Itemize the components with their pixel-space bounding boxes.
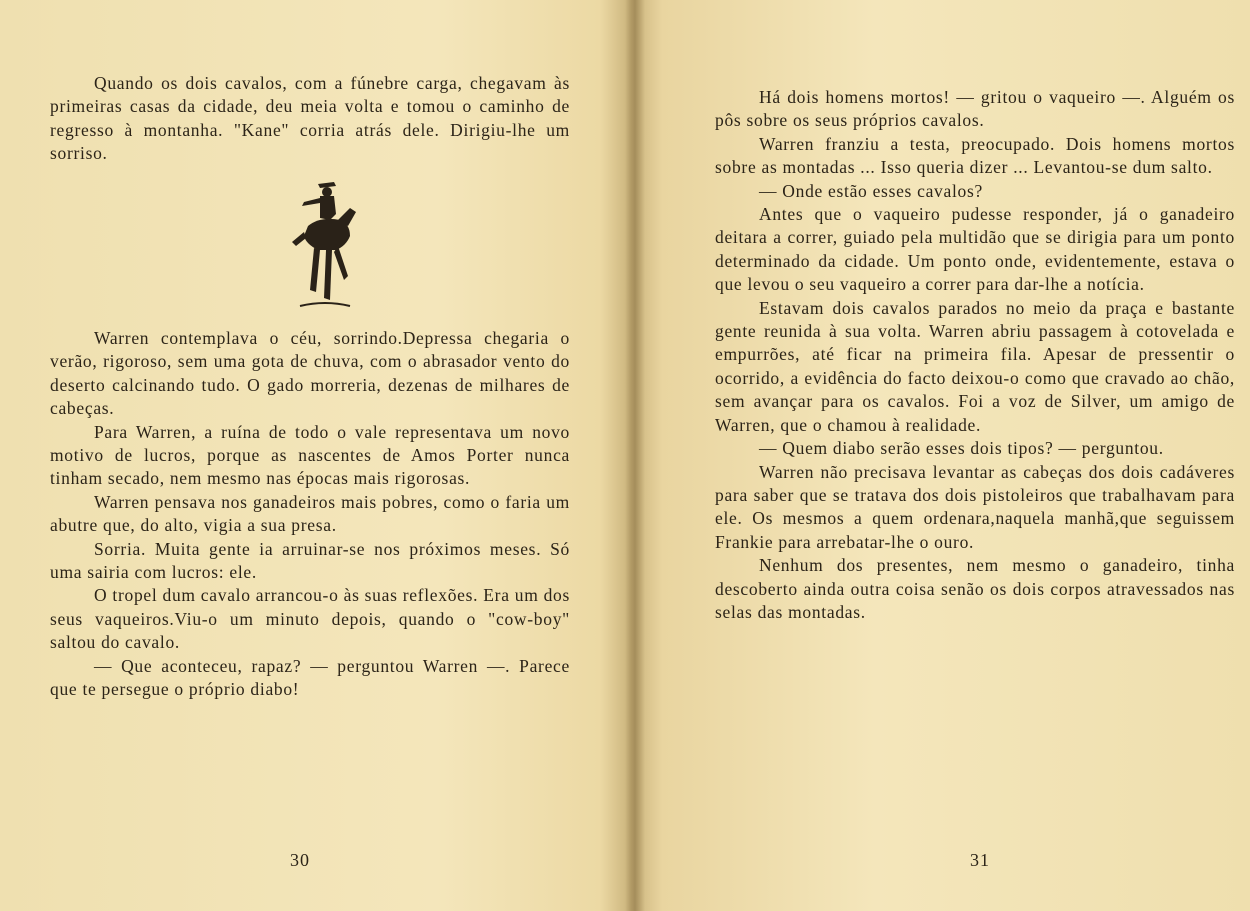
paragraph: Nenhum dos presentes, nem mesmo o ganadeiro, tinha descoberto ainda outra coisa senão os dois corpos atravessados nas selas das montadas. bbox=[715, 555, 1235, 622]
paragraph: O tropel dum cavalo arrancou-o às suas reflexões. Era um dos seus vaqueiros.Viu-o um minuto depois, quando o "cow-boy" saltou do cavalo. bbox=[50, 585, 570, 653]
page-number-right: 31 bbox=[970, 850, 990, 870]
paragraph: Estavam dois cavalos parados no meio da praça e bastante gente reunida à sua volta. Warren abriu passagem à cotovelada e empurrões, até ficar na primeira fila. Apesar de pressentir o ocorrido, a evidência do facto deixou-o como que cravado ao chão, sem avançar para os cavalos. Foi a voz de Silver, um amigo de Warren, que o chamou à realidade. bbox=[715, 297, 1235, 435]
paragraph: — Quem diabo serão esses dois tipos? — perguntou. bbox=[759, 438, 1164, 459]
left-bottom-text bbox=[50, 327, 570, 702]
right-page bbox=[640, 0, 1250, 911]
paragraph: Sorria. Muita gente ia arruinar-se nos próximos meses. Só uma sairia com lucros: ele. bbox=[50, 538, 570, 583]
paragraph: Warren franziu a testa, preocupado. Dois homens mortos sobre as montadas ... Isso queria dizer ... Levantou-se dum salto. bbox=[715, 133, 1235, 178]
paragraph: Warren contemplava o céu, sorrindo.Depressa chegaria o verão, rigoroso, sem uma gota de chuva, com o abrasador vento do deserto calcinando tudo. O gado morreria, dezenas de milhares de cabeças. bbox=[50, 328, 570, 419]
paragraph: Para Warren, a ruína de todo o vale representava um novo motivo de lucros, porque as nascentes de Amos Porter nunca tinham secado, nem mesmo nas épocas mais rigorosas. bbox=[50, 421, 570, 489]
paragraph: Warren não precisava levantar as cabeças dos dois cadáveres para saber que se tratava dos dois pistoleiros que trabalhavam para ele. Os mesmos a quem ordenara,naquela manhã,que seguissem Frankie para arrebatar-lhe o ouro. bbox=[715, 461, 1235, 552]
paragraph: Antes que o vaqueiro pudesse responder, já o ganadeiro deitara a correr, guiado pela multidão que se dirigia para um ponto determinado da cidade. Um ponto onde, evidentemente, estava o que levou o seu vaqueiro a correr para dar-lhe a notícia. bbox=[715, 204, 1235, 295]
paragraph: — Onde estão esses cavalos? bbox=[759, 180, 983, 201]
paragraph: Há dois homens mortos! — gritou o vaqueiro —. Alguém os pôs sobre os seus próprios cavalos. bbox=[715, 87, 1235, 131]
paragraph: — Que aconteceu, rapaz? — perguntou Warren —. Parece que te persegue o próprio diabo! bbox=[50, 655, 570, 700]
paragraph: Warren pensava nos ganadeiros mais pobres, como o faria um abutre que, do alto, vigia a sua presa. bbox=[50, 491, 570, 536]
right-text bbox=[715, 86, 1235, 624]
left-top-text bbox=[50, 72, 570, 166]
paragraph: Quando os dois cavalos, com a fúnebre carga, chegavam às primeiras casas da cidade, deu meia volta e tomou o caminho de regresso à montanha. "Kane" corria atrás dele. Dirigiu-lhe um sorriso. bbox=[50, 73, 570, 164]
page-number-left: 30 bbox=[290, 850, 310, 870]
horse-rider-icon bbox=[290, 180, 360, 315]
